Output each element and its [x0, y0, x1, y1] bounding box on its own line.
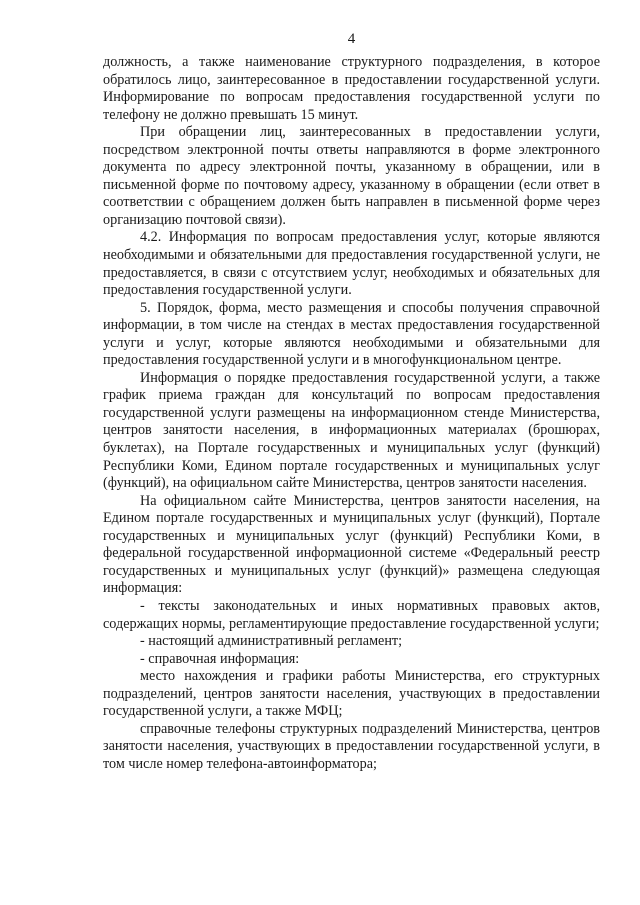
paragraph: 4.2. Информация по вопросам предоставления услуг, которые являются необходимыми и обязательными для предоставления государственной услуги, не предоставляется, в связи с отсутствием услуг, необходимых и обязательных для предоставления государственной услуги.	[103, 229, 600, 299]
page-number: 4	[347, 31, 356, 47]
list-item: - справочная информация:	[140, 650, 300, 667]
paragraph: На официальном сайте Министерства, центров занятости населения, на Едином портале государственных и муниципальных услуг (функций), Портале государственных и муниципальных услуг (функций) Республики Коми, в федеральной государственной информационной системе «Федеральный реестр государственных и муниципальных услуг (функций)» размещена следующая информация:	[103, 492, 600, 597]
list-item: - настоящий административный регламент;	[140, 633, 403, 650]
paragraph: 5. Порядок, форма, место размещения и способы получения справочной информации, в том числе на стендах в местах предоставления государственной услуги и услуг, которые являются необходимыми и обязательными для предоставления государственной услуги и в многофункциональном центре.	[103, 299, 600, 369]
document-body	[103, 54, 600, 773]
paragraph: место нахождения и графики работы Министерства, его структурных подразделений, центров занятости населения, участвующих в предоставлении государственной услуги, а также МФЦ;	[103, 668, 600, 720]
paragraph: При обращении лиц, заинтересованных в предоставлении услуги, посредством электронной почты ответы направляются в форме электронного документа по адресу электронной почты, указанному в обращении, или в письменной форме по почтовому адресу, указанному в обращении (если ответ в соответствии с обращением должен быть направлен в письменной форме через организацию почтовой связи).	[103, 124, 600, 228]
paragraph: должность, а также наименование структурного подразделения, в которое обратилось лицо, заинтересованное в предоставлении государственной услуги. Информирование по вопросам предоставления государственной услуги по телефону не должно превышать 15 минут.	[103, 54, 600, 123]
list-item: - тексты законодательных и иных нормативных правовых актов, содержащих нормы, регламентирующие предоставление государственной услуги;	[103, 597, 600, 632]
paragraph: справочные телефоны структурных подразделений Министерства, центров занятости населения, участвующих в предоставлении государственной услуги, в том числе номер телефона-автоинформатора;	[103, 720, 600, 772]
paragraph: Информация о порядке предоставления государственной услуги, а также график приема граждан для консультаций по вопросам предоставления государственной услуги размещены на информационном стенде Министерства, центров занятости населения, в информационных материалах (брошюрах, буклетах), на Портале государственных и муниципальных услуг (функций) Республики Коми, Едином портале государственных и муниципальных услуг (функций), на официальном сайте Министерства, центров занятости населения.	[103, 369, 600, 492]
